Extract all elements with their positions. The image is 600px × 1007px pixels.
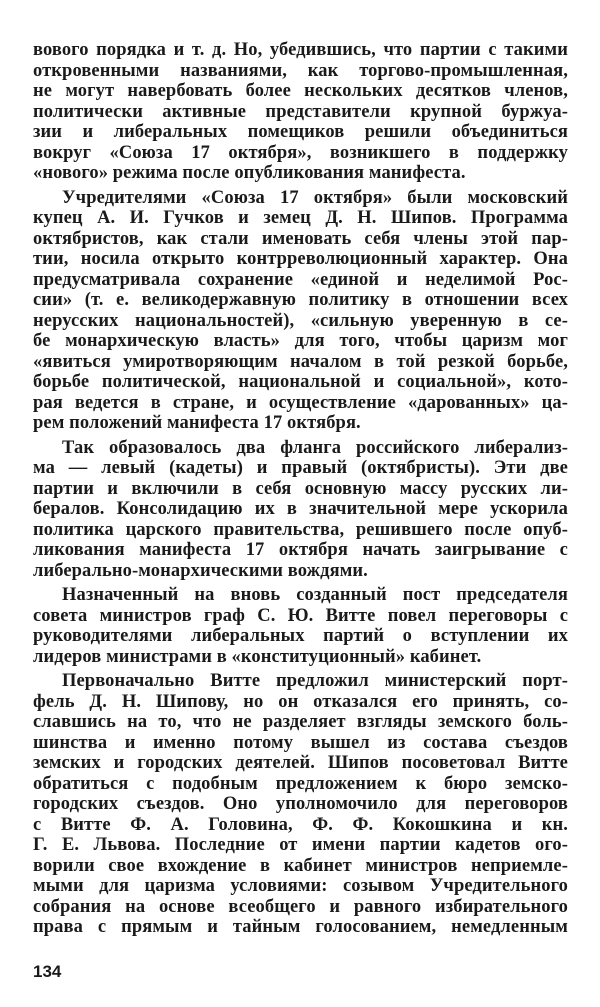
text-line: партии и включили в себя основную массу русских ли-: [33, 478, 568, 499]
text-line: тии, носила открыто контрреволюционный характер. Она: [33, 249, 568, 269]
text-line: нерусских национальностей), «сильную уверенную в се-: [33, 310, 568, 331]
paragraph: [33, 188, 568, 434]
text-line: Учредителями «Союза 17 октября» были московский: [62, 187, 568, 208]
paragraph: [33, 671, 568, 938]
text-line: лидеров министрами в «конституционный» кабинет.: [33, 646, 482, 667]
text-line: мыми для царизма условиями: созывом Учредительного: [33, 876, 568, 896]
text-line: ликования манифеста 17 октября начать заигрывание с: [33, 540, 568, 560]
text-line: борьбе политической, национальной и социальной», кото-: [33, 372, 568, 392]
text-line: сии» (т. е. великодержавную политику в отношении всех: [33, 290, 568, 310]
text-line: бе монархическую власть» для того, чтобы царизм мог: [33, 331, 568, 351]
text-line: предусматривала сохранение «единой и неделимой Рос-: [33, 269, 568, 290]
text-line: городских съездов. Оно уполномочило для переговоров: [33, 794, 568, 814]
text-line: либерально-монархическими вождями.: [33, 560, 368, 581]
text-line: шинства и именно потому вышел из состава съездов: [33, 732, 568, 753]
text-line: собрания на основе всеобщего и равного избирательного: [33, 896, 568, 917]
text-line: Первоначально Витте предложил министерский порт-: [62, 671, 568, 691]
page-number: 134: [33, 962, 62, 981]
paragraph: [33, 40, 568, 184]
text-line: «нового» режима после опубликования манифеста.: [33, 163, 466, 183]
text-line: ма — левый (кадеты) и правый (октябристы). Эти две: [33, 458, 568, 478]
text-line: с Витте Ф. А. Головина, Ф. Ф. Кокошкина и кн.: [33, 814, 568, 835]
text-line: права с прямым и тайным голосованием, немедленным: [33, 917, 568, 937]
book-page-text: [33, 40, 568, 938]
text-line: Так образовалось два фланга российского либерализ-: [62, 437, 568, 458]
text-line: бералов. Консолидацию их в значительной мере ускорила: [33, 499, 568, 519]
text-line: Г. Е. Львова. Последние от имени партии кадетов ого-: [33, 835, 568, 855]
text-line: обратиться с подобным предложением к бюро земско-: [33, 773, 568, 794]
text-line: вового порядка и т. д. Но, убедившись, что партии с такими: [33, 40, 568, 60]
text-line: славшись на то, что не разделяет взгляды земского боль-: [33, 712, 568, 732]
text-line: рем положений манифеста 17 октября.: [33, 413, 361, 433]
text-line: «явиться умиротворяющим началом в той резкой борьбе,: [33, 351, 568, 372]
text-line: политически активные представители крупной буржуа-: [33, 101, 568, 122]
text-line: купец А. И. Гучков и земец Д. Н. Шипов. Программа: [33, 208, 568, 228]
text-line: руководителями либеральных партий о вступлении их: [33, 626, 568, 646]
text-line: совета министров граф С. Ю. Витте повел переговоры с: [33, 605, 568, 626]
text-line: фель Д. Н. Шипову, но он отказался его принять, со-: [33, 691, 568, 712]
text-line: политика царского правительства, решившего после опуб-: [33, 519, 568, 540]
text-line: октябристов, как стали именовать себя члены этой пар-: [33, 228, 568, 249]
text-line: откровенными названиями, как торгово-промышленная,: [33, 60, 568, 81]
paragraph: [33, 585, 568, 667]
text-line: вокруг «Союза 17 октября», возникшего в поддержку: [33, 142, 568, 163]
text-line: зии и либеральных помещиков решили объединиться: [33, 122, 568, 142]
text-line: Назначенный на вновь созданный пост председателя: [62, 585, 568, 605]
text-line: не могут навербовать более нескольких десятков членов,: [33, 81, 568, 101]
text-line: земских и городских деятелей. Шипов посоветовал Витте: [33, 753, 568, 773]
text-line: ворили свое вхождение в кабинет министров неприемле-: [33, 855, 568, 876]
text-line: рая ведется в стране, и осуществление «дарованных» ца-: [33, 392, 568, 413]
paragraph: [33, 438, 568, 582]
